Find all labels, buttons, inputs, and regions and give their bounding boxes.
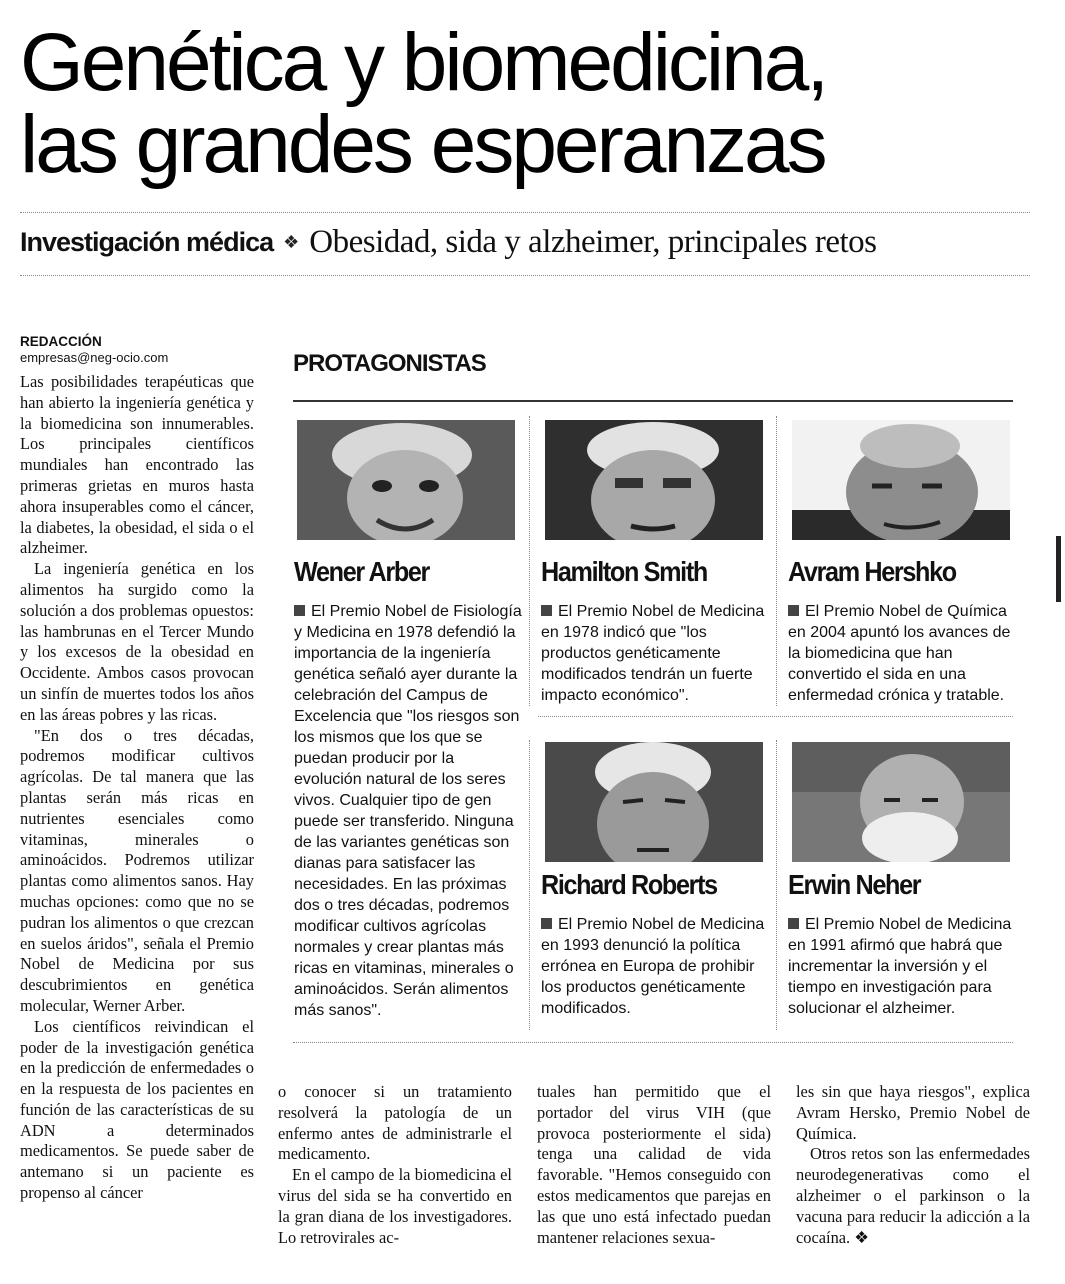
square-bullet-icon [541,918,552,929]
byline-author: REDACCIÓN [20,334,102,349]
square-bullet-icon [788,918,799,929]
portrait-photo [297,420,515,540]
person-description: El Premio Nobel de Fisiología y Medicina en 1978 defendió la importancia de la ingeniería genética señaló ayer durante la celebración del Campus de Excelencia que "los riesgos son los mismos que los que se puedan producir por la evolución natural de los seres vivos. Cualquier tipo de gen puede ser transferido. Ninguna de las variantes genéticas son dianas para satisfacer las necesidades. En las próximas dos o tres décadas, podremos modificar cultivos agrícolas normales y crear plantas más ricas en vitaminas, minerales o aminoácidos. Serán alimentos más sanos". [294,603,522,1019]
square-bullet-icon [294,605,305,616]
diamond-bullet-icon: ❖ [283,232,300,252]
column-separator [529,416,530,706]
byline-email: empresas@neg-ocio.com [20,350,169,365]
column-separator [776,740,777,1030]
portrait-photo [545,742,763,862]
person-description: El Premio Nobel de Química en 2004 apuntó los avances de la biomedicina que han convertido el sida en una enfermedad crónica y tratable. [788,603,1011,704]
portrait-photo [792,420,1010,540]
person-description: El Premio Nobel de Medicina en 1978 indicó que "los productos genéticamente modificados tendrán un fuerte impacto económico". [541,603,765,704]
paragraph: o conocer si un tratamiento resolverá la patología de un enfermo antes de administrarle el medicamento. [278,1082,512,1164]
paragraph: En el campo de la biomedicina el virus del sida se ha convertido en la gran diana de los investigadores. Lo retrovirales ac- [278,1165,512,1247]
section-label: Investigación médica [20,227,274,257]
portrait-photo [792,742,1010,862]
subtitle: Obesidad, sida y alzheimer, principales retos [309,224,877,260]
person-name: Richard Roberts [541,869,717,900]
box-bottom-rule [293,1042,1013,1043]
divider [20,275,1030,276]
square-bullet-icon [541,605,552,616]
person-name: Avram Hershko [788,556,956,587]
square-bullet-icon [788,605,799,616]
box-title: PROTAGONISTAS [293,350,486,377]
article-column-bottom-2 [537,1082,771,1248]
box-rule [293,400,1013,402]
paragraph: les sin que haya riesgos", explica Avram Hersko, Premio Nobel de Química. [796,1082,1030,1143]
paragraph: Otros retos son las enfermedades neurodegenerativas como el alzheimer o el parkinson o la vacuna para reducir la adicción a la cocaína. ❖ [796,1144,1030,1247]
article-column-left [20,372,254,1204]
paragraph: Los científicos reivindican el poder de la investigación genética en la predicción de enfermedades o en la respuesta de los pacientes en función de las características de su ADN a determinados medicamentos. Se puede saber de antemano si un paciente es propenso al cáncer [20,1016,254,1203]
portrait-photo [545,420,763,540]
paragraph: Las posibilidades terapéuticas que han abierto la ingeniería genética y la biomedicina son innumerables. Los principales científicos mundiales han encontrado las primeras grietas en muros hasta ahora insuperables como el cáncer, la diabetes, la obesidad, el sida o el alzheimer. [20,372,254,558]
person-description: El Premio Nobel de Medicina en 1991 afirmó que habrá que incrementar la inversión y el tiempo en investigación para solucionar el alzheimer. [788,916,1012,1017]
headline-line-2: las grandes esperanzas [20,99,825,190]
row-separator [538,716,1013,717]
article-column-bottom-3 [796,1082,1030,1248]
person-name: Erwin Neher [788,869,921,900]
paragraph: tuales han permitido que el portador del virus VIH (que provoca posteriormente el sida) tenga una calidad de vida favorable. "Hemos conseguido con estos medicamentos que parejas en las que uno está infectado puedan mantener relaciones sexua- [537,1082,771,1247]
article-column-bottom-1 [278,1082,512,1248]
paragraph: La ingeniería genética en los alimentos ha surgido como la solución a dos problemas opuestos: las hambrunas en el Tercer Mundo y los excesos de la obesidad en Occidente. Ambos casos provocan un sinfín de muertes todos los años en las áreas pobres y las ricas. [20,559,254,724]
person-description: El Premio Nobel de Medicina en 1993 denunció la política errónea en Europa de prohibir los productos genéticamente modificados. [541,916,765,1017]
column-separator [529,740,530,1030]
column-separator [776,416,777,706]
person-name: Wener Arber [294,556,429,587]
scan-edge-mark [1056,536,1061,602]
paragraph: "En dos o tres décadas, podremos modificar cultivos agrícolas. De tal manera que las plantas serán más ricas en nutrientes esenciales como vitaminas, minerales o aminoácidos. Podremos utilizar plantas como alimentos sanos. Hay muchas opciones: como que no se pudran los alimentos o que crezcan en suelos áridos", señala el Premio Nobel de Medicina por sus descubrimientos en genética molecular, Werner Arber. [20,725,254,1015]
divider [20,212,1030,213]
headline-line-1: Genética y biomedicina, [20,17,827,108]
subhead [20,224,876,268]
person-name: Hamilton Smith [541,556,707,587]
headline [20,17,1030,190]
